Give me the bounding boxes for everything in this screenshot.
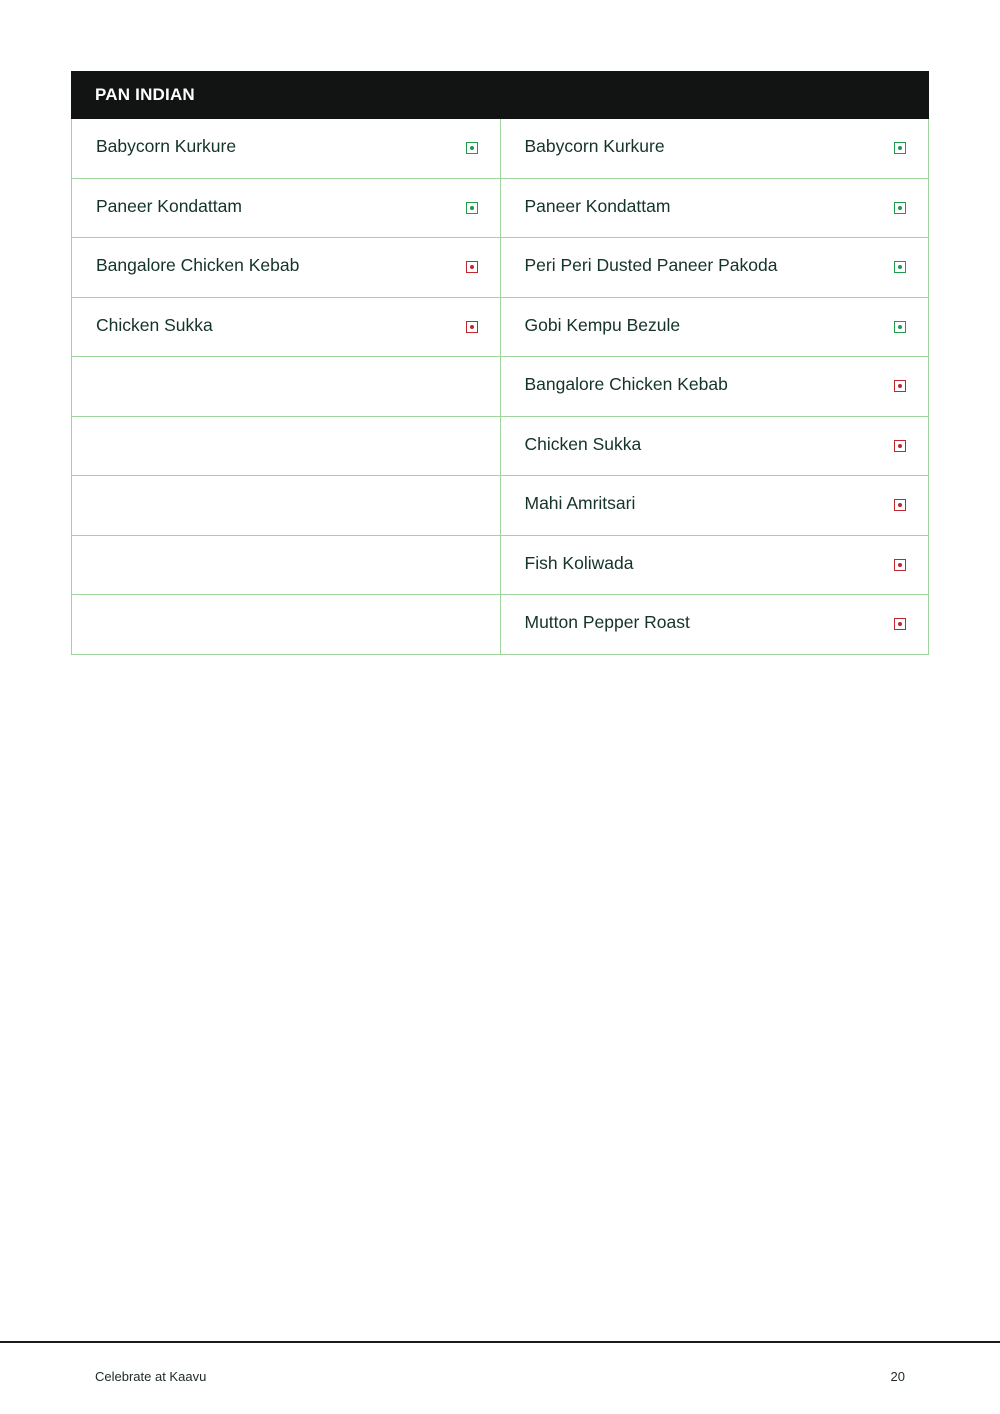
empty-cell — [72, 536, 500, 596]
menu-item — [501, 357, 929, 417]
menu-item-name: Mutton Pepper Roast — [524, 612, 690, 633]
non-veg-icon — [894, 440, 906, 452]
menu-item-name: Paneer Kondattam — [524, 195, 671, 216]
empty-cell — [72, 417, 500, 477]
menu-column-right — [501, 119, 929, 655]
section-header — [71, 71, 929, 119]
menu-item-name: Chicken Sukka — [96, 314, 213, 335]
non-veg-icon — [894, 559, 906, 571]
footer-title: Celebrate at Kaavu — [95, 1369, 207, 1384]
non-veg-icon — [894, 618, 906, 630]
empty-cell — [72, 595, 500, 655]
menu-item — [501, 536, 929, 596]
menu-item-name: Gobi Kempu Bezule — [524, 314, 681, 335]
menu-item-name: Babycorn Kurkure — [96, 136, 237, 157]
menu-item-name: Paneer Kondattam — [96, 195, 242, 216]
menu-item — [72, 119, 500, 179]
menu-item-name: Mahi Amritsari — [524, 493, 636, 514]
veg-icon — [894, 142, 906, 154]
menu-item — [501, 119, 929, 179]
non-veg-icon — [894, 380, 906, 392]
menu-item — [501, 298, 929, 358]
veg-icon — [466, 142, 478, 154]
menu-item-name: Chicken Sukka — [524, 433, 642, 454]
menu-item — [72, 179, 500, 239]
section-title: PAN INDIAN — [95, 85, 195, 104]
menu-item — [72, 298, 500, 358]
empty-cell — [72, 357, 500, 417]
non-veg-icon — [894, 499, 906, 511]
menu-item-name: Babycorn Kurkure — [524, 136, 665, 157]
non-veg-icon — [466, 321, 478, 333]
menu-item — [501, 179, 929, 239]
menu-table — [71, 71, 929, 655]
veg-icon — [894, 321, 906, 333]
menu-item — [501, 476, 929, 536]
non-veg-icon — [466, 261, 478, 273]
page-number: 20 — [890, 1369, 905, 1384]
footer-divider — [0, 1341, 1000, 1343]
menu-item-name: Fish Koliwada — [524, 552, 634, 573]
menu-item — [501, 417, 929, 477]
menu-item — [501, 595, 929, 655]
menu-item-name: Bangalore Chicken Kebab — [524, 374, 728, 395]
menu-grid — [71, 119, 929, 655]
menu-column-left — [72, 119, 501, 655]
menu-item-name: Bangalore Chicken Kebab — [96, 255, 300, 276]
menu-item-name: Peri Peri Dusted Paneer Pakoda — [524, 255, 778, 276]
veg-icon — [894, 202, 906, 214]
veg-icon — [466, 202, 478, 214]
empty-cell — [72, 476, 500, 536]
menu-item — [501, 238, 929, 298]
menu-item — [72, 238, 500, 298]
veg-icon — [894, 261, 906, 273]
